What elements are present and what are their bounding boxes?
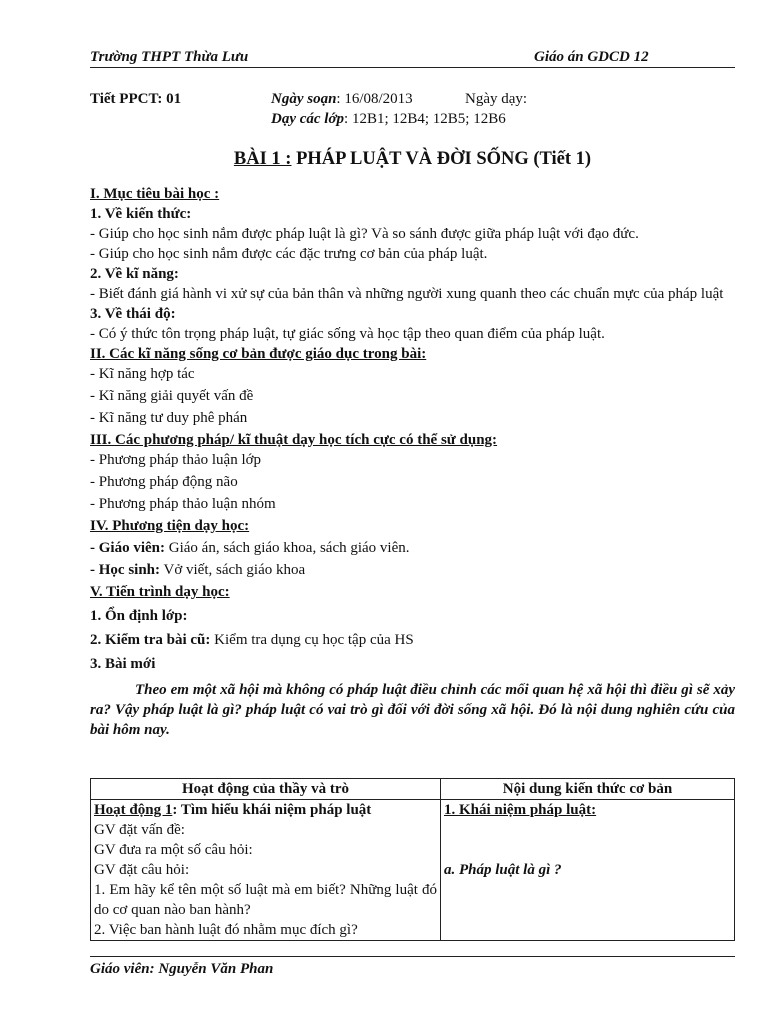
list-item: - Phương pháp thảo luận lớp xyxy=(90,452,262,468)
table-row xyxy=(91,800,735,941)
paragraph: - Có ý thức tôn trọng pháp luật, tự giác sống và học tập theo quan điểm của pháp luật. xyxy=(90,326,605,342)
paragraph: - Biết đánh giá hành vi xử sự của bản thân và những người xung quanh theo các chuẩn mực của pháp luật xyxy=(90,286,724,302)
school-name: Trường THPT Thừa Lưu xyxy=(90,49,249,65)
table-line: 2. Việc ban hành luật đó nhằm mục đích gì? xyxy=(94,922,358,938)
activity-label: Hoạt động 1 xyxy=(94,802,173,818)
teacher-resources-label: - Giáo viên: xyxy=(90,540,165,556)
page-header xyxy=(90,47,735,67)
section-heading: III. Các phương pháp/ kĩ thuật dạy học tích cực có thể sử dụng: xyxy=(90,432,498,448)
student-resources-label: - Học sinh: xyxy=(90,562,161,578)
prep-date-label: Ngày soạn xyxy=(271,91,337,107)
list-item: - Phương pháp động não xyxy=(90,474,238,490)
section-heading: II. Các kĩ năng sống cơ bản được giáo dục trong bài: xyxy=(90,346,427,362)
lesson-name: PHÁP LUẬT VÀ ĐỜI SỐNG (Tiết 1) xyxy=(291,149,592,169)
step-heading: 1. Ổn định lớp: xyxy=(90,608,188,624)
prep-date-value: : 16/08/2013 xyxy=(336,91,413,107)
step-heading xyxy=(90,630,735,654)
subsection-heading: 3. Về thái độ: xyxy=(90,306,176,322)
content-heading: 1. Khái niệm pháp luật: xyxy=(444,802,597,818)
header-divider xyxy=(90,67,735,68)
list-item: - Kĩ năng giải quyết vấn đề xyxy=(90,388,254,404)
footer-teacher: Giáo viên: Nguyễn Văn Phan xyxy=(90,961,274,977)
lesson-meta xyxy=(90,89,735,129)
list-item: - Kĩ năng tư duy phê phán xyxy=(90,410,248,426)
footer-divider xyxy=(90,956,735,957)
table-header-row xyxy=(91,779,735,800)
section-heading: IV. Phương tiện dạy học: xyxy=(90,518,250,534)
document-name: Giáo án GDCD 12 xyxy=(534,49,649,65)
list-item: - Kĩ năng hợp tác xyxy=(90,366,195,382)
activity-title: : Tìm hiểu khái niệm pháp luật xyxy=(172,802,372,818)
table-line: 1. Em hãy kể tên một số luật mà em biết? Những luật đó do cơ quan nào ban hành? xyxy=(94,882,437,918)
classes-value: : 12B1; 12B4; 12B5; 12B6 xyxy=(344,111,506,127)
paragraph: - Giúp cho học sinh nắm được pháp luật là gì? Và so sánh được giữa pháp luật với đạo đức. xyxy=(90,226,639,242)
table-line: GV đặt vấn đề: xyxy=(94,822,185,838)
subsection-heading: 2. Về kĩ năng: xyxy=(90,266,179,282)
activity-heading xyxy=(94,800,437,820)
review-value: Kiểm tra dụng cụ học tập của HS xyxy=(210,632,414,648)
intro-paragraph: Theo em một xã hội mà không có pháp luật điều chỉnh các mối quan hệ xã hội thì điều gì sẽ xảy ra? Vậy pháp luật là gì? pháp luật có vai trò gì đối với đời sống xã hội. Đó là nội dung nghiên cứu của bài hôm nay. xyxy=(90,682,735,738)
teach-date-label: Ngày dạy: xyxy=(465,91,528,107)
table-header: Hoạt động của thầy và trò xyxy=(91,779,441,800)
period-label: Tiết PPCT: 01 xyxy=(90,91,182,107)
content-subheading: a. Pháp luật là gì ? xyxy=(444,862,562,878)
list-item xyxy=(90,538,735,560)
table-header: Nội dung kiến thức cơ bản xyxy=(441,779,735,800)
activity-table xyxy=(90,778,735,941)
review-label: 2. Kiểm tra bài cũ: xyxy=(90,632,211,648)
classes-label: Dạy các lớp xyxy=(271,111,345,127)
list-item xyxy=(90,560,735,582)
section-heading: V. Tiến trình dạy học: xyxy=(90,584,230,600)
table-line: GV đưa ra một số câu hỏi: xyxy=(94,842,253,858)
lesson-number: BÀI 1 : xyxy=(233,149,292,169)
paragraph: - Giúp cho học sinh nắm được các đặc trưng cơ bản của pháp luật. xyxy=(90,246,488,262)
table-line: GV đặt câu hỏi: xyxy=(94,862,190,878)
lesson-body xyxy=(90,184,735,740)
table-cell-activities xyxy=(91,800,441,941)
new-lesson-label: 3. Bài mới xyxy=(90,656,156,672)
student-resources-value: Vở viết, sách giáo khoa xyxy=(160,562,306,578)
step-heading xyxy=(90,654,735,678)
subsection-heading: 1. Về kiến thức: xyxy=(90,206,192,222)
lesson-title xyxy=(90,149,735,169)
teacher-resources-value: Giáo án, sách giáo khoa, sách giáo viên. xyxy=(165,540,410,556)
list-item: - Phương pháp thảo luận nhóm xyxy=(90,496,276,512)
section-heading: I. Mục tiêu bài học : xyxy=(90,186,220,202)
table-cell-content xyxy=(441,800,735,941)
